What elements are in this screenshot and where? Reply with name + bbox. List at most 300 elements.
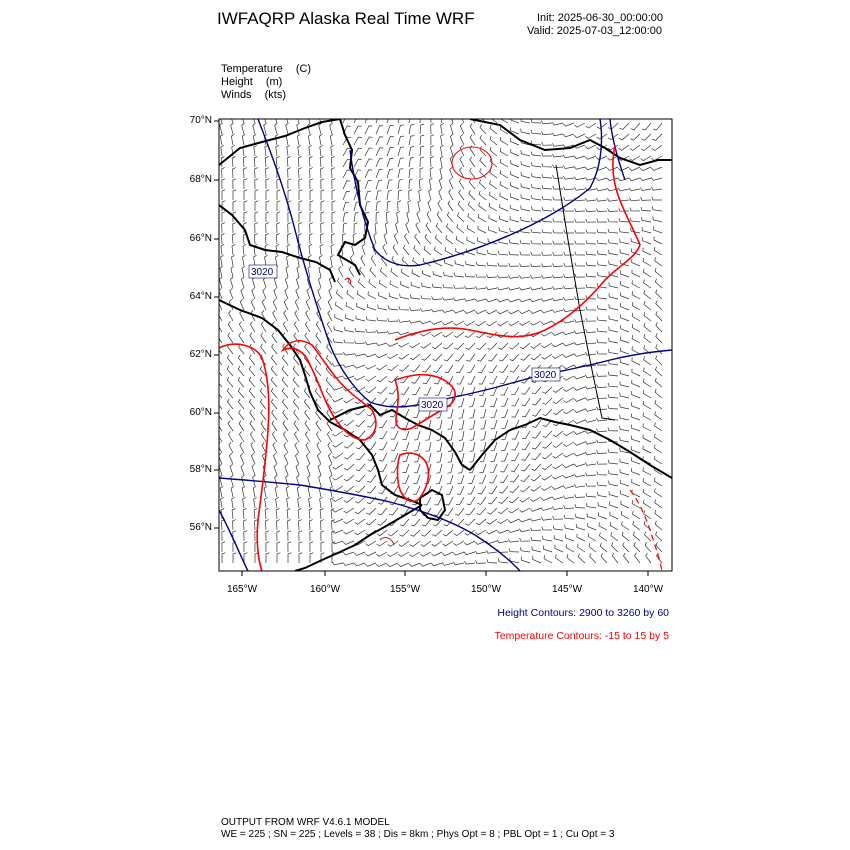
- wind-barb: [253, 486, 256, 497]
- north-slope-coast: [219, 119, 340, 165]
- wind-barb: [574, 354, 585, 357]
- wind-barb: [586, 262, 596, 266]
- wind-barb: [501, 398, 508, 406]
- wind-barb: [309, 157, 312, 168]
- wind-barb: [563, 496, 574, 499]
- wind-barb: [423, 376, 431, 384]
- wind-barb: [328, 299, 332, 310]
- wind-barb: [379, 464, 387, 472]
- lon-label: 165°W: [226, 584, 258, 595]
- wind-barb: [431, 552, 442, 556]
- wind-barb: [643, 248, 651, 255]
- wind-barb: [552, 298, 563, 301]
- wind-barb: [531, 152, 541, 157]
- lon-label: 145°W: [551, 584, 583, 595]
- wind-barb: [231, 123, 234, 134]
- wind-barb: [643, 390, 651, 398]
- wind-barb: [597, 373, 607, 376]
- wind-barb: [552, 343, 563, 347]
- lon-label: 160°W: [309, 584, 341, 595]
- wind-barb: [254, 234, 257, 245]
- wind-barb: [266, 553, 269, 563]
- wind-barb: [332, 201, 335, 211]
- wind-barb: [263, 288, 266, 299]
- wind-barb: [585, 452, 596, 455]
- wind-barb: [585, 462, 596, 465]
- wind-barb: [480, 398, 486, 407]
- wind-barb: [388, 354, 399, 359]
- wind-barb: [620, 404, 629, 409]
- wind-barb: [531, 195, 541, 200]
- wind-barb: [437, 212, 442, 222]
- wind-barb: [286, 266, 289, 277]
- wind-barb: [244, 190, 247, 200]
- wind-barb: [457, 387, 464, 396]
- wind-barb: [532, 546, 541, 552]
- wind-barb: [274, 464, 277, 475]
- wind-barb: [508, 287, 519, 290]
- wind-barb: [651, 187, 662, 190]
- wind-barb: [586, 493, 596, 497]
- wind-barb: [563, 376, 574, 380]
- wind-barb: [411, 365, 420, 372]
- wind-barb: [541, 310, 552, 313]
- wind-barb: [469, 453, 475, 462]
- wind-barb: [520, 343, 530, 349]
- wind-barb: [618, 188, 629, 191]
- wind-barb: [423, 270, 431, 277]
- wind-barb: [655, 378, 662, 387]
- wind-barb: [332, 190, 335, 200]
- wind-barb: [239, 333, 244, 343]
- wind-barb: [596, 156, 607, 160]
- wind-barb: [435, 387, 442, 395]
- wind-barb: [398, 563, 409, 567]
- wind-barb: [356, 431, 365, 438]
- wind-barb: [620, 480, 629, 486]
- wind-barb: [469, 398, 475, 407]
- wind-barb: [644, 301, 651, 310]
- wind-barb: [542, 453, 552, 459]
- wind-barb: [260, 388, 266, 398]
- wind-barb: [255, 223, 258, 233]
- wind-barb: [475, 551, 486, 554]
- wind-barb: [630, 156, 641, 161]
- wind-barb: [585, 441, 596, 444]
- wind-barb: [511, 453, 519, 461]
- wind-barb: [220, 266, 223, 277]
- wind-barb: [509, 240, 519, 245]
- wind-barb: [265, 509, 268, 520]
- wind-barb: [436, 464, 442, 473]
- wind-barb: [266, 168, 269, 178]
- wind-barb: [386, 212, 389, 222]
- wind-barb: [542, 354, 552, 359]
- wind-barb: [510, 194, 519, 201]
- wind-barb: [310, 212, 313, 222]
- wind-barb: [356, 475, 365, 482]
- wind-barb: [607, 178, 618, 181]
- wind-barb: [379, 442, 387, 450]
- wind-barb: [609, 250, 619, 255]
- wind-barb: [607, 198, 618, 201]
- wind-barb: [596, 198, 607, 201]
- wind-barb: [244, 531, 247, 541]
- wind-barb: [541, 517, 552, 520]
- wind-barb: [620, 359, 629, 365]
- model-config: WE = 225 ; SN = 225 ; Levels = 38 ; Dis = 8km ; Phys Opt = 8 ; PBL Opt = 1 ; Cu Opt = 3: [221, 829, 615, 840]
- wind-barb: [597, 492, 607, 497]
- wind-barb: [620, 415, 629, 420]
- wind-barb: [542, 153, 552, 156]
- wind-barb: [586, 208, 597, 211]
- wind-barb: [519, 508, 530, 512]
- wind-barb: [333, 464, 343, 469]
- wind-barb: [450, 112, 453, 123]
- wind-barb: [476, 519, 486, 525]
- wind-barb: [254, 497, 257, 508]
- wind-barb: [352, 244, 355, 255]
- wind-barb: [542, 163, 552, 167]
- wind-barb: [282, 366, 288, 376]
- wind-barb: [409, 157, 414, 167]
- wind-barb: [519, 519, 530, 522]
- wind-barb: [260, 377, 266, 387]
- wind-barb: [541, 287, 552, 290]
- wind-barb: [436, 475, 442, 484]
- wind-barb: [521, 365, 530, 372]
- wind-barb: [620, 123, 629, 130]
- wind-barb: [356, 464, 365, 471]
- wind-barb: [453, 298, 464, 301]
- wind-barb: [296, 288, 299, 299]
- wind-barb: [656, 356, 662, 366]
- wind-barb: [465, 332, 475, 338]
- wind-barb: [367, 420, 376, 427]
- wind-barb: [641, 145, 651, 151]
- wind-barb: [320, 244, 323, 255]
- wind-barb: [389, 508, 398, 515]
- wind-barb: [654, 226, 663, 233]
- wind-barb: [295, 453, 299, 464]
- wind-barb: [433, 271, 442, 277]
- wind-barb: [530, 287, 541, 290]
- wind-barb: [388, 530, 398, 536]
- wind-barb: [387, 190, 392, 200]
- wind-barb: [277, 520, 280, 530]
- wind-barb: [608, 470, 618, 475]
- wind-barb: [574, 166, 585, 169]
- wind-barb: [377, 365, 387, 370]
- wind-barb: [261, 432, 266, 443]
- wind-barb: [250, 421, 255, 431]
- wind-barb: [355, 341, 366, 344]
- wind-barb: [233, 190, 236, 200]
- wind-barb: [377, 376, 387, 382]
- wind-barb: [417, 211, 420, 222]
- wind-barb: [555, 545, 563, 552]
- wind-barb: [564, 197, 574, 200]
- wind-barb: [476, 560, 486, 563]
- wind-barb: [333, 453, 343, 458]
- wind-barb: [321, 553, 324, 563]
- wind-barb: [574, 464, 585, 467]
- wind-barb: [398, 179, 403, 189]
- wind-barb: [275, 134, 278, 145]
- wind-barb: [552, 122, 563, 125]
- wind-barb: [431, 321, 442, 324]
- wind-barb: [266, 201, 269, 211]
- wind-barb: [266, 223, 269, 233]
- wind-barb: [432, 296, 442, 299]
- wind-barb: [564, 187, 575, 190]
- wind-barb: [366, 376, 376, 381]
- height-contours-note: Height Contours: 2900 to 3260 by 60: [497, 607, 669, 619]
- wind-barb: [263, 112, 266, 123]
- wind-barb: [296, 464, 299, 475]
- wind-barb: [414, 245, 420, 255]
- wind-barb: [233, 223, 236, 233]
- wind-barb: [608, 208, 618, 211]
- wind-barb: [520, 321, 531, 325]
- wind-barb: [489, 376, 497, 384]
- wind-barb: [574, 177, 585, 180]
- wind-barb: [498, 519, 509, 524]
- wind-barb: [641, 134, 651, 140]
- wind-barb: [460, 123, 464, 134]
- wind-barb: [421, 530, 431, 536]
- wind-barb: [399, 354, 409, 359]
- wind-barb: [543, 398, 553, 404]
- wind-barb: [331, 145, 334, 156]
- wind-barb: [407, 211, 410, 222]
- wind-barb: [409, 136, 414, 145]
- wind-barb: [228, 432, 233, 443]
- wind-barb: [287, 157, 290, 168]
- wind-barb: [265, 234, 268, 245]
- wind-barb: [239, 410, 244, 420]
- wind-barb: [222, 190, 225, 200]
- wind-barb: [563, 166, 574, 169]
- wind-barb: [387, 126, 394, 135]
- wind-barb: [229, 310, 233, 321]
- wind-barb: [522, 387, 531, 394]
- wind-barb: [249, 366, 255, 376]
- wind-barb: [521, 183, 530, 189]
- wind-barb: [489, 215, 497, 222]
- wind-barb: [508, 275, 519, 278]
- wind-barb: [343, 170, 351, 178]
- wind-barb: [310, 553, 313, 563]
- wind-barb: [542, 252, 552, 255]
- wind-barb: [597, 385, 608, 388]
- wind-barb: [309, 234, 312, 245]
- wind-barb: [387, 331, 398, 334]
- wind-barb: [531, 486, 541, 491]
- wind-barb: [220, 134, 223, 145]
- wind-barb: [305, 421, 310, 431]
- wind-barb: [508, 519, 519, 523]
- wind-barb: [632, 302, 640, 310]
- wind-barb: [597, 482, 607, 486]
- wind-barb: [630, 145, 640, 151]
- wind-barb: [597, 317, 607, 321]
- wind-barb: [500, 181, 508, 189]
- wind-barb: [608, 349, 618, 354]
- wind-barb: [431, 113, 434, 123]
- wind-barb: [458, 213, 465, 223]
- wind-barb: [470, 157, 475, 167]
- wind-barb: [230, 288, 233, 299]
- wind-barb: [277, 212, 280, 222]
- wind-barb: [308, 475, 311, 486]
- wind-barb: [447, 464, 453, 473]
- wind-barb: [588, 523, 596, 530]
- wind-barb: [644, 323, 651, 332]
- wind-barb: [632, 479, 640, 486]
- wind-barb: [459, 190, 464, 200]
- wind-barb: [445, 497, 453, 505]
- wind-barb: [651, 167, 662, 171]
- wind-barb: [585, 167, 596, 170]
- wind-barb: [310, 531, 313, 541]
- wind-barb: [287, 509, 290, 520]
- wind-barb: [542, 196, 552, 200]
- wind-barb: [308, 266, 311, 277]
- wind-barb: [349, 267, 354, 277]
- wind-barb: [414, 442, 420, 451]
- wind-barb: [600, 533, 608, 541]
- wind-barb: [499, 486, 508, 493]
- wind-barb: [426, 431, 432, 440]
- wind-barb: [644, 312, 651, 321]
- wind-barb: [541, 332, 552, 336]
- wind-barb: [344, 497, 354, 502]
- wind-barb: [632, 324, 640, 332]
- wind-barb: [620, 337, 629, 344]
- wind-barb: [243, 255, 246, 266]
- wind-barb: [310, 542, 313, 552]
- wind-barb: [306, 299, 310, 310]
- wind-barb: [320, 234, 323, 245]
- wind-barb: [376, 137, 383, 145]
- wind-barb: [387, 201, 391, 211]
- wind-barb: [391, 268, 398, 277]
- wind-barb: [643, 446, 651, 453]
- wind-barb: [326, 388, 332, 398]
- wind-barb: [261, 421, 266, 431]
- wind-barb: [384, 233, 387, 244]
- wind-barb: [643, 258, 651, 266]
- wind-barb: [420, 113, 424, 123]
- wind-barb: [244, 212, 247, 222]
- wind-barb: [640, 167, 651, 171]
- wind-barb: [632, 291, 640, 299]
- wind-barb: [490, 147, 497, 156]
- wind-barb: [414, 431, 420, 440]
- wind-barb: [326, 377, 332, 387]
- wind-barb: [465, 273, 475, 277]
- wind-barb: [456, 236, 464, 244]
- wind-barb: [542, 241, 552, 244]
- wind-barb: [317, 442, 321, 453]
- wind-barb: [478, 214, 486, 222]
- wind-barb: [477, 343, 486, 350]
- wind-barb: [521, 217, 531, 222]
- wind-barb: [553, 453, 563, 458]
- wind-barb: [398, 332, 409, 335]
- wind-barb: [444, 272, 453, 277]
- wind-barb: [229, 453, 233, 464]
- wind-barb: [318, 464, 321, 475]
- wind-barb: [365, 159, 373, 167]
- wind-barb: [498, 558, 508, 563]
- wind-barb: [244, 168, 247, 178]
- wind-barb: [655, 400, 662, 409]
- wind-barb: [510, 216, 519, 222]
- wind-barb: [310, 168, 313, 178]
- wind-barb: [398, 201, 401, 211]
- wind-barb: [385, 222, 388, 233]
- wind-barb: [330, 134, 333, 145]
- wind-barb: [448, 453, 453, 462]
- wind-barb: [476, 262, 486, 266]
- wind-barb: [343, 181, 350, 189]
- wind-barb: [286, 123, 289, 134]
- wind-barb: [403, 431, 410, 440]
- wind-barb: [476, 274, 486, 277]
- wind-barb: [596, 429, 607, 432]
- wind-barb: [563, 134, 574, 137]
- wind-barb: [409, 563, 420, 566]
- wind-barb: [574, 484, 585, 487]
- wind-barb: [365, 181, 372, 189]
- wind-barb: [222, 223, 225, 233]
- wind-barb: [428, 200, 431, 211]
- wind-barb: [454, 332, 464, 337]
- wind-barb: [264, 486, 267, 497]
- wind-barb: [299, 201, 302, 211]
- wind-barb: [305, 432, 310, 443]
- wind-barb: [508, 310, 519, 314]
- wind-barb: [272, 421, 277, 431]
- wind-barb: [397, 211, 400, 222]
- wind-barb: [500, 193, 508, 200]
- wind-barb: [597, 450, 608, 453]
- wind-barb: [590, 553, 596, 563]
- wind-barb: [343, 364, 354, 367]
- wind-barb: [344, 475, 354, 481]
- wind-barb: [362, 244, 365, 255]
- wind-barb: [330, 486, 333, 497]
- wind-barb: [441, 134, 444, 145]
- wind-barb: [403, 442, 409, 451]
- wind-barb: [332, 223, 335, 233]
- wind-barb: [609, 481, 618, 486]
- wind-barb: [365, 563, 376, 566]
- wind-barb: [500, 204, 508, 211]
- lat-label: 60°N: [189, 407, 212, 418]
- wind-barb: [632, 402, 640, 409]
- wind-barb: [449, 189, 453, 200]
- lon-label: 155°W: [389, 584, 421, 595]
- wind-barb: [265, 145, 268, 156]
- wind-barb: [375, 222, 378, 233]
- wind-barb: [655, 389, 662, 398]
- wind-barb: [288, 553, 291, 563]
- wind-barb: [466, 508, 475, 515]
- wind-barb: [632, 259, 640, 266]
